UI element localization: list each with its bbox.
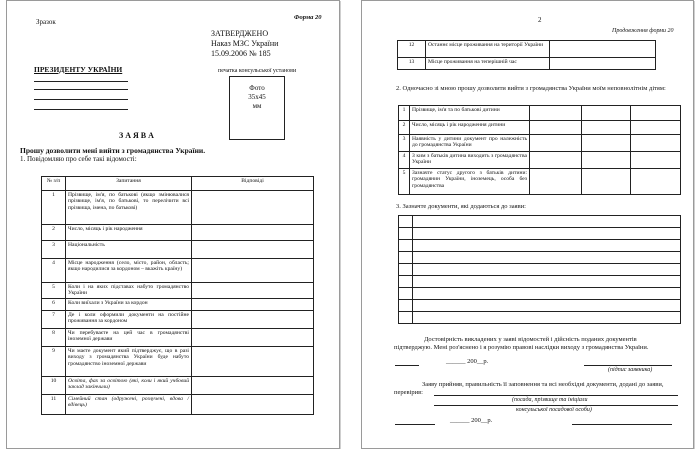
child-2-field[interactable] xyxy=(582,106,631,121)
row-question: Коли і на яких підставах набуто громадянство України xyxy=(66,283,192,299)
row-answer-field[interactable] xyxy=(550,41,656,58)
row-number: 11 xyxy=(42,395,66,415)
row-answer-field[interactable] xyxy=(192,347,314,377)
row-answer-field[interactable] xyxy=(192,299,314,311)
application-page-1 xyxy=(6,0,340,449)
row-number: 3 xyxy=(42,241,66,259)
section-1-intro: 1. Повідомляю про себе такі відомості: xyxy=(20,155,137,163)
document-entry-field[interactable] xyxy=(413,264,681,276)
child-1-field[interactable] xyxy=(530,121,582,135)
document-number-cell xyxy=(399,228,413,240)
table-row xyxy=(42,329,314,347)
document-entry-field[interactable] xyxy=(413,300,681,312)
declaration-text: Достовірність викладених у заяві відомостей і дійсність поданих документів підтверджую. Мені роз'яснено і я розумію правові наслідки виходу з громадянства України. xyxy=(394,336,649,352)
child-3-field[interactable] xyxy=(631,169,681,195)
table-row xyxy=(399,152,681,169)
document-entry-field[interactable] xyxy=(413,252,681,264)
row-answer-field[interactable] xyxy=(192,395,314,415)
row-answer-field[interactable] xyxy=(550,58,656,70)
consul-entry-line[interactable] xyxy=(434,395,678,396)
signature-prefix-line xyxy=(395,365,419,366)
row-number: 2 xyxy=(399,121,410,135)
child-2-field[interactable] xyxy=(582,121,631,135)
child-3-field[interactable] xyxy=(631,121,681,135)
document-entry-field[interactable] xyxy=(413,228,681,240)
row-question: З ким з батьків дитина виходить з громадянства України xyxy=(410,152,530,169)
document-row xyxy=(399,264,681,276)
consul-name-line[interactable] xyxy=(434,405,678,406)
document-entry-field[interactable] xyxy=(413,312,681,324)
applicant-signature-line[interactable] xyxy=(584,365,672,366)
row-question: Чи маєте документ який підтверджує, що в разі виходу з громадянства України буде набуто громадянство іноземної держави xyxy=(66,347,192,377)
children-table xyxy=(398,105,681,195)
documents-table xyxy=(398,215,681,324)
page-number: 2 xyxy=(538,16,542,24)
child-2-field[interactable] xyxy=(582,152,631,169)
child-3-field[interactable] xyxy=(631,106,681,121)
row-answer-field[interactable] xyxy=(192,191,314,225)
document-row xyxy=(399,300,681,312)
address-line-1 xyxy=(34,81,128,82)
document-row xyxy=(399,312,681,324)
consul-date-prefix-line xyxy=(395,424,435,425)
header-number: № з/п xyxy=(42,177,66,191)
row-number: 5 xyxy=(399,169,410,195)
row-answer-field[interactable] xyxy=(192,283,314,299)
document-number-cell xyxy=(399,288,413,300)
row-number: 3 xyxy=(399,135,410,152)
document-number-cell xyxy=(399,312,413,324)
statement-heading: З А Я В А xyxy=(119,131,154,140)
row-number: 8 xyxy=(42,329,66,347)
row-question: Місце народження (село, місто, район, область; якщо народилися за кордоном – вкажіть країну) xyxy=(66,259,192,283)
document-number-cell xyxy=(399,276,413,288)
document-number-cell xyxy=(399,252,413,264)
consul-position-caption: (посада, прізвище та ініціали xyxy=(512,397,588,403)
document-row xyxy=(399,228,681,240)
document-number-cell xyxy=(399,216,413,228)
row-question: Наявність у дитини документ про належність до громадянства України xyxy=(410,135,530,152)
row-answer-field[interactable] xyxy=(192,311,314,329)
row-question: Де і коли оформили документи на постійне проживання за кордоном xyxy=(66,311,192,329)
child-2-field[interactable] xyxy=(582,169,631,195)
document-row xyxy=(399,288,681,300)
header-question: Запитання xyxy=(66,177,192,191)
row-question: Прізвище, ім'я, по батькові (якщо змінювалися прізвище, ім'я, по батькові, то перелічити всі прізвища, імена, по батькові) xyxy=(66,191,192,225)
child-3-field[interactable] xyxy=(631,152,681,169)
personal-info-table xyxy=(41,176,314,415)
address-line-2 xyxy=(34,89,128,90)
table-row xyxy=(42,241,314,259)
row-question: Число, місяць і рік народження дитини xyxy=(410,121,530,135)
row-question: Прізвище, ім'я та по батькові дитини xyxy=(410,106,530,121)
table-row xyxy=(398,41,656,58)
child-3-field[interactable] xyxy=(631,135,681,152)
row-number: 2 xyxy=(42,225,66,241)
residence-table xyxy=(397,40,656,70)
row-answer-field[interactable] xyxy=(192,225,314,241)
child-1-field[interactable] xyxy=(530,169,582,195)
photo-box xyxy=(229,76,285,140)
row-number: 5 xyxy=(42,283,66,299)
form-number-label: Форма 20 xyxy=(294,14,322,21)
child-1-field[interactable] xyxy=(530,106,582,121)
document-entry-field[interactable] xyxy=(413,276,681,288)
applicant-date: ______ 200__р. xyxy=(446,358,489,365)
continuation-label: Продовження форми 20 xyxy=(612,28,674,34)
row-question: Національність xyxy=(66,241,192,259)
table-header-row xyxy=(42,177,314,191)
approved-date: 15.09.2006 № 185 xyxy=(211,49,271,58)
application-page-2 xyxy=(361,0,694,449)
row-number: 6 xyxy=(42,299,66,311)
document-row xyxy=(399,276,681,288)
row-number: 1 xyxy=(42,191,66,225)
row-answer-field[interactable] xyxy=(192,241,314,259)
document-number-cell xyxy=(399,264,413,276)
photo-label: Фото xyxy=(249,84,265,92)
document-entry-field[interactable] xyxy=(413,240,681,252)
row-question: Коли виїхали з України за кордон xyxy=(66,299,192,311)
table-row xyxy=(42,395,314,415)
consul-date: ______ 200__р. xyxy=(450,417,493,424)
section-2-intro: 2. Одночасно зі мною прошу дозволити вийти з громадянства України моїм неповнолітнім дітям: xyxy=(396,85,666,92)
row-number: 13 xyxy=(398,58,426,70)
row-number: 10 xyxy=(42,377,66,395)
received-statement: Заяву прийняв, правильність її заповнення та всі необхідні документи, додані до заяви, перевірив: xyxy=(394,381,664,397)
document-entry-field[interactable] xyxy=(413,216,681,228)
table-row xyxy=(398,58,656,70)
row-question: Сімейний стан (одружені, розлучені, вдова / вдівець) xyxy=(66,395,192,415)
child-1-field[interactable] xyxy=(530,135,582,152)
row-question: Чи перебуваєте на цей час в громадянстві іноземної держави xyxy=(66,329,192,347)
consul-official-caption: консульської посадової особи) xyxy=(516,407,592,413)
row-question: Освіта, фах за освітою (які, коли і який учбовий заклад закінчили) xyxy=(66,377,192,395)
table-row xyxy=(42,225,314,241)
row-number: 9 xyxy=(42,347,66,377)
row-question: Місце проживання на теперішній час xyxy=(426,58,550,70)
consul-signature-line[interactable] xyxy=(572,424,672,425)
section-3-intro: 3. Зазначте документи, які додаються до заяви: xyxy=(396,203,526,210)
address-line-4 xyxy=(34,109,128,110)
table-row xyxy=(399,106,681,121)
header-answer: Відповіді xyxy=(192,177,314,191)
photo-unit: мм xyxy=(252,102,262,110)
row-number: 4 xyxy=(399,152,410,169)
sample-label: Зразок xyxy=(36,18,56,26)
table-row xyxy=(42,347,314,377)
table-row xyxy=(42,311,314,329)
child-2-field[interactable] xyxy=(582,135,631,152)
document-entry-field[interactable] xyxy=(413,288,681,300)
request-text: Прошу дозволити мені вийти з громадянства України. xyxy=(20,146,206,155)
table-row xyxy=(42,191,314,225)
row-question: Зазначте статус другого з батьків дитини: громадянин України, іноземець, особа без громадянства xyxy=(410,169,530,195)
document-row xyxy=(399,216,681,228)
row-number: 1 xyxy=(399,106,410,121)
table-row xyxy=(42,377,314,395)
row-number: 4 xyxy=(42,259,66,283)
table-row xyxy=(42,283,314,299)
applicant-signature-caption: (підпис заявника) xyxy=(608,367,653,373)
row-question: Число, місяць і рік народження xyxy=(66,225,192,241)
table-row xyxy=(42,259,314,283)
row-number: 12 xyxy=(398,41,426,58)
table-row xyxy=(399,121,681,135)
document-row xyxy=(399,240,681,252)
row-answer-field[interactable] xyxy=(192,329,314,347)
address-line-3 xyxy=(34,99,128,100)
approved-order: Наказ МЗС України xyxy=(211,39,279,48)
table-row xyxy=(42,299,314,311)
document-row xyxy=(399,252,681,264)
approved-title: ЗАТВЕРДЖЕНО xyxy=(211,29,269,38)
document-number-cell xyxy=(399,240,413,252)
child-1-field[interactable] xyxy=(530,152,582,169)
photo-size: 35х45 xyxy=(248,93,266,101)
table-row xyxy=(399,135,681,152)
row-number: 7 xyxy=(42,311,66,329)
table-row xyxy=(399,169,681,195)
document-number-cell xyxy=(399,300,413,312)
row-answer-field[interactable] xyxy=(192,259,314,283)
consulate-stamp-note: печатка консульської установи xyxy=(218,68,297,74)
row-answer-field[interactable] xyxy=(192,377,314,395)
row-question: Останнє місце проживання на території України xyxy=(426,41,550,58)
addressee: ПРЕЗИДЕНТУ УКРАЇНИ xyxy=(34,65,123,74)
